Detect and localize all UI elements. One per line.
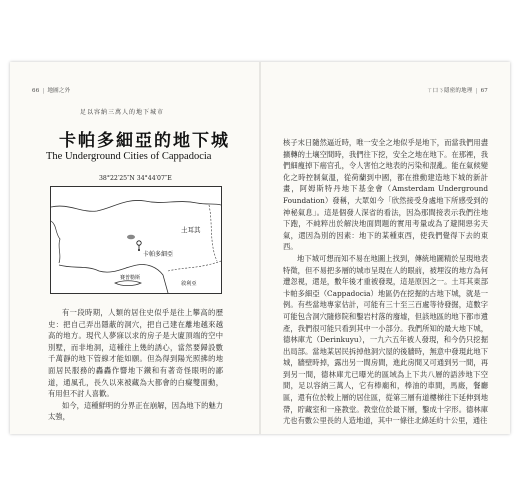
map-label-cyprus: 賽普勒斯 bbox=[120, 275, 141, 281]
left-body-text bbox=[48, 307, 223, 423]
chapter-title-chinese: 卡帕多細亞的地下城 bbox=[59, 131, 230, 151]
book-spread bbox=[10, 62, 510, 434]
black-sea-coast bbox=[51, 200, 221, 211]
syria-border bbox=[168, 261, 221, 271]
map-drawing bbox=[51, 187, 221, 293]
east-border bbox=[209, 205, 217, 261]
body-paragraph: 如今，這種鮮明的分界正在崩解，因為地下的魅力太強， bbox=[48, 400, 223, 422]
cyprus-island bbox=[115, 281, 141, 286]
site-marker-icon bbox=[137, 241, 141, 251]
right-running-head-title: ㄒ口ㄋ隱密的地理 bbox=[426, 88, 473, 94]
coordinates: 38°22′25″N 34°44′07″E bbox=[99, 175, 172, 182]
map-label-syria: 敘利亞 bbox=[181, 281, 197, 287]
mediterranean-coast bbox=[59, 264, 168, 293]
body-paragraph: 地下城可想而知不易在地圖上找到，傳統地圖精於呈現地表特徵，但不易把多層的城市呈現在人的眼前，被埋沒的地方為何遭忽視，還是，數年後才重被發現，這是原因之一。土耳其東部卡帕多細亞（Cappadocia）地區仍在挖掘的古地下城，就是一例。有些當地專家估計，可能有三十至三百處等待發掘，這數字可能包含洞穴隨修院和鑿岩村落的廢墟，但該地區的地下都市遺產，我們很可能只看到其中一小部分。我們所知的最大地下城，德林庫尤（Derinkuyu），一九六五年被人發現，和今仍只挖掘出局部。當地某居民拆掉他洞穴屋的後牆時，無意中發現此地下城，牆壁時掉，露出另一間房間，進此房間又可通到另一間，再到另一間，德林庫尤已曝光的區域為上下共八層的語涉地下空間，足以容納三萬人，它有棒廟和，棒油的車間，馬廄，餐廳區，還有位於較上層的居住區，從第三層有道樓梯往下延伸到地帶，貯藏室和一座教堂。教堂位於最下層，鑿成十字形。德林庫尤也有數公里長的人造地道，其中一條往北綿延約十公里，通往 bbox=[283, 253, 488, 426]
right-body-text bbox=[283, 137, 488, 427]
running-head-separator: | bbox=[475, 88, 478, 94]
right-page-number: 67 bbox=[480, 88, 488, 94]
right-page bbox=[261, 62, 510, 434]
section-label: 足以容納三萬人的地下城市 bbox=[80, 109, 165, 116]
left-running-head bbox=[32, 86, 70, 94]
running-head-separator: | bbox=[42, 88, 45, 94]
map-label-site: 卡帕多細亞 bbox=[143, 251, 174, 258]
aegean-coast bbox=[51, 221, 60, 263]
left-page-number: 66 bbox=[32, 88, 40, 94]
left-page bbox=[10, 62, 259, 434]
left-running-head-title: 地圖之外 bbox=[47, 88, 71, 94]
body-paragraph: 核子末日隨然逼近時，唯一安全之地似乎是地下，而當我們用盡擴轉的土壤空間時，我們往下挖，安全之地在地下。在那裡，我們細瘦掉下癌官孔，令人害怕之地表的污染和混亂。能在氣候變化之時控制氣溫，從荷蘭到中國，都在推動建造地下城的新計畫，阿姆斯特丹地下基金會（Amsterdam Underground Foundation）發稱，大眾如今「欣然接受身處地下所感受到的神秘氣息」。這是個發人深省的看法，因為那間接表示我們往地下跑，不純粹出於解決地面問題的實用考量或為了避開惡劣天氣，還因為別的因素：地下的某種東西，使我們覺得下去的東西。 bbox=[283, 138, 488, 252]
chapter-title-english: The Underground Cities of Cappadocia bbox=[46, 151, 212, 162]
map-label-turkey: 土耳其 bbox=[181, 226, 201, 234]
right-running-head bbox=[427, 86, 488, 94]
location-map bbox=[50, 186, 222, 294]
body-paragraph: 有一段時期，人類的居住史似乎是往上攀高的歷史：把自己弄出隱蔽的洞穴，把自己建在離地越來越高的地方。現代人夢寐以求的房子是大廈頂端的空中別墅，而非地洞，這種往上幾的誘心，當然要歸設數千萬靜的地下管線才能如願。但為得到陽光照拂的地面居民服務的轟轟作響地下鐵和有著奇怪眼明的鄙道，通風孔，長久以來被藏為大都會的白癡雙面動，有用但不討人喜歡。 bbox=[48, 308, 223, 399]
lake-shape bbox=[127, 235, 135, 240]
